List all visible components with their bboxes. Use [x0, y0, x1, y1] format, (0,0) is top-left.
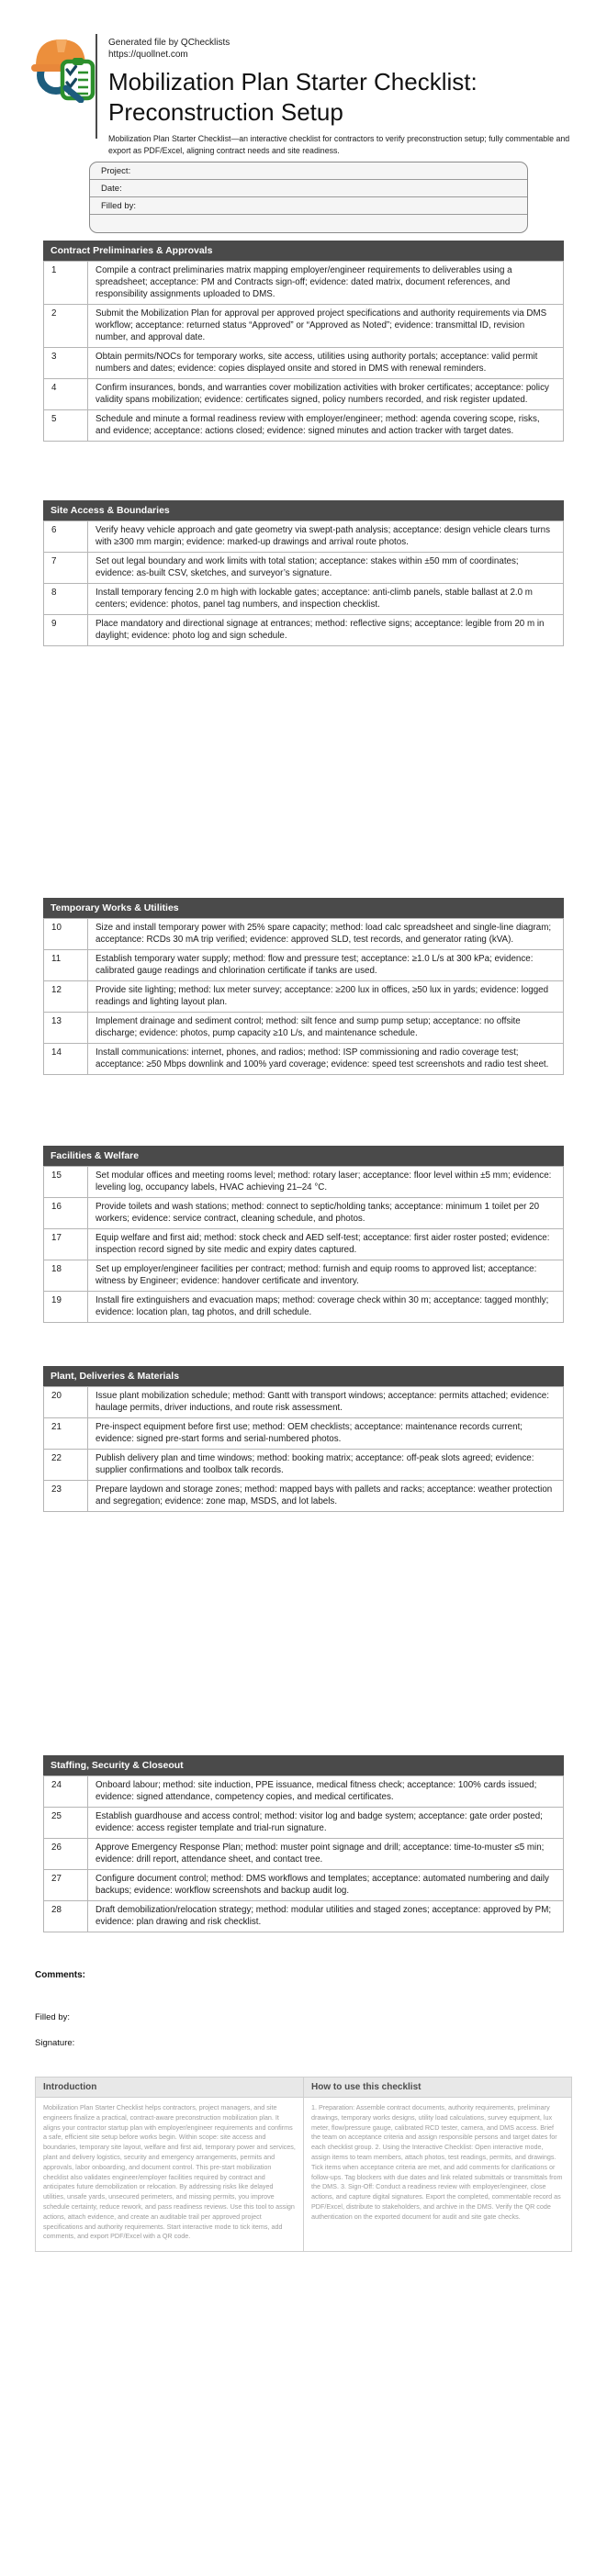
section-title: Staffing, Security & Closeout [43, 1755, 564, 1775]
row-description: Set up employer/engineer facilities per contract; method: furnish and equip rooms to approved list; acceptance: witness by Engineer; evidence: handover certificate and inventory. [88, 1260, 564, 1292]
introduction-heading: Introduction [36, 2078, 304, 2098]
row-number: 12 [44, 981, 88, 1013]
filled-by-field-label: Filled by: [101, 200, 137, 211]
qchecklists-logo-icon [26, 29, 97, 103]
row-description: Issue plant mobilization schedule; method: Gantt with transport windows; acceptance: permits attached; evidence: haulage permits, driver inductions, and route risk assessment. [88, 1387, 564, 1418]
row-number: 24 [44, 1776, 88, 1808]
row-description: Onboard labour; method: site induction, PPE issuance, medical fitness check; acceptance: 100% cards issued; evidence: signed attendance, competency copies, and medical certificates. [88, 1776, 564, 1808]
row-description: Pre-inspect equipment before first use; method: OEM checklists; acceptance: maintenance records current; evidence: signed pre-start forms and serial-numbered photos. [88, 1418, 564, 1450]
table-row [44, 584, 564, 615]
filled-by-field[interactable] [90, 197, 527, 215]
table-row [44, 1901, 564, 1932]
row-number: 25 [44, 1808, 88, 1839]
row-description: Compile a contract preliminaries matrix mapping employer/engineer requirements to deliverables using a spreadsheet; acceptance: PM and Contracts sign-off; evidence: dated matrix, document references, and responsibility assignments uploaded to DMS. [88, 262, 564, 305]
row-number: 9 [44, 615, 88, 646]
how-to-use-heading: How to use this checklist [304, 2078, 572, 2098]
row-description: Verify heavy vehicle approach and gate geometry via swept-path analysis; acceptance: design vehicle clears turns with ≥300 mm margin; evidence: marked-up drawings and arrival route photos. [88, 521, 564, 553]
row-description: Establish guardhouse and access control; method: visitor log and badge system; acceptance: gate order posted; evidence: access register template and trial-run signature. [88, 1808, 564, 1839]
row-description: Size and install temporary power with 25% spare capacity; method: load calc spreadsheet and single-line diagram; acceptance: RCDs 30 mA trip verified; evidence: approved SLD, test records, and generator rating (kVA). [88, 919, 564, 950]
row-number: 21 [44, 1418, 88, 1450]
row-number: 10 [44, 919, 88, 950]
row-description: Install communications: internet, phones, and radios; method: ISP commissioning and radio coverage test; acceptance: ≥50 Mbps downlink and 100% yard coverage; evidence: speed test screenshots and radio test sheet. [88, 1044, 564, 1075]
table-row [44, 521, 564, 553]
row-description: Prepare laydown and storage zones; method: mapped bays with pallets and racks; acceptance: weather protection and segregation; evidence: zone map, MSDS, and lot labels. [88, 1481, 564, 1512]
row-description: Obtain permits/NOCs for temporary works, site access, utilities using authority portals; acceptance: valid permit numbers and dates; evidence: copies displayed onsite and stored in DMS with renewal reminders. [88, 348, 564, 379]
section-site-access [43, 500, 564, 646]
row-number: 1 [44, 262, 88, 305]
table-row [44, 1198, 564, 1229]
row-number: 16 [44, 1198, 88, 1229]
table-row [44, 262, 564, 305]
row-description: Draft demobilization/relocation strategy; method: modular utilities and staged zones; acceptance: approved by PM; evidence: plan drawing and risk checklist. [88, 1901, 564, 1932]
row-number: 11 [44, 950, 88, 981]
table-row [44, 553, 564, 584]
row-number: 26 [44, 1839, 88, 1870]
row-description: Equip welfare and first aid; method: stock check and AED self-test; acceptance: first aider roster posted; evidence: inspection record signed by site medic and expiry dates captured. [88, 1229, 564, 1260]
row-description: Install fire extinguishers and evacuation maps; method: coverage check within 30 m; acceptance: tagged monthly; evidence: location plan, tag photos, and drill schedule. [88, 1292, 564, 1323]
row-description: Implement drainage and sediment control; method: silt fence and sump pump setup; acceptance: no offsite discharge; evidence: photos, pump capacity ≥10 L/s, and maintenance schedule. [88, 1013, 564, 1044]
row-description: Establish temporary water supply; method: flow and pressure test; acceptance: ≥1.0 L/s at 300 kPa; evidence: calibrated gauge readings and chlorination certificate if tanks are used. [88, 950, 564, 981]
table-row [44, 1450, 564, 1481]
signature-label: Signature: [35, 2038, 75, 2048]
table-row [44, 981, 564, 1013]
introduction-body: Mobilization Plan Starter Checklist helps contractors, project managers, and site engineers finalize a practical, contract-aware preconstruction mobilization plan. It aligns your contractor startup plan with employer/engineer requirements and confirms a safe, efficient site setup before works begin. Within scope: site access and boundaries, temporary site layout, welfare and first aid, temporary power and services, plant and delivery logistics, security and emergency arrangements, permits and approvals, labor onboarding, and document control. This pre-start mobilization checklist also validates engineer/employer facilities required by contract and anticipates future demobilization or relocation. By addressing risks like delayed utilities, unsafe yards, unsecured perimeters, and missing permits, you improve schedule certainty, reduce rework, and pass readiness reviews. Use this tool to assign actions, attach evidence, and create an auditable trail per approved project specifications and authority requirements. Start interactive mode to tick items, add comments, and export PDF/Excel with a QR code. [36, 2098, 304, 2252]
row-number: 22 [44, 1450, 88, 1481]
section-staffing-security [43, 1755, 564, 1932]
row-number: 18 [44, 1260, 88, 1292]
comments-label: Comments: [35, 1970, 86, 1980]
table-row [44, 1167, 564, 1198]
page-description: Mobilization Plan Starter Checklist—an interactive checklist for contractors to verify preconstruction setup; fully commentable and export as PDF/Excel, aligning contract needs and site readiness. [108, 134, 570, 155]
table-row [44, 1839, 564, 1870]
date-field[interactable] [90, 180, 527, 197]
header-divider [96, 34, 97, 139]
row-number: 27 [44, 1870, 88, 1901]
table-row [44, 1808, 564, 1839]
row-description: Submit the Mobilization Plan for approval per approved project specifications and authority requirements via DMS workflow; acceptance: returned status “Approved” or “Approved as Noted”; evidence: transmittal ID, revision number, and approval date. [88, 305, 564, 348]
row-number: 14 [44, 1044, 88, 1075]
table-row [44, 348, 564, 379]
row-number: 17 [44, 1229, 88, 1260]
table-row [44, 1870, 564, 1901]
table-row [44, 1260, 564, 1292]
section-contract-preliminaries [43, 241, 564, 442]
date-field-label: Date: [101, 183, 122, 194]
row-number: 7 [44, 553, 88, 584]
row-number: 13 [44, 1013, 88, 1044]
row-number: 2 [44, 305, 88, 348]
section-title: Contract Preliminaries & Approvals [43, 241, 564, 261]
empty-field[interactable] [90, 215, 527, 232]
row-number: 3 [44, 348, 88, 379]
row-description: Publish delivery plan and time windows; method: booking matrix; acceptance: off-peak slots agreed; evidence: supplier confirmations and toolbox talk records. [88, 1450, 564, 1481]
row-number: 23 [44, 1481, 88, 1512]
table-row [44, 410, 564, 442]
table-row [44, 950, 564, 981]
row-number: 28 [44, 1901, 88, 1932]
table-row [44, 615, 564, 646]
how-to-use-body: 1. Preparation: Assemble contract documents, authority requirements, preliminary drawings, temporary works designs, utility load calculations, survey equipment, lux meter, flow/pressure gauge, calibrated RCD tester, camera, and DMS access. Brief the team on acceptance criteria and assign responsible persons and target dates for each checklist group. 2. Using the Interactive Checklist: Open interactive mode, assign items to team members, attach photos, test readings, permits, and drawings. Tick items when acceptance criteria are met, and add comments for clarifications or follow-ups. Tag blockers with due dates and link related submittals or transmittals from the DMS. 3. Sign-Off: Conduct a readiness review with employer/engineer, close actions, and capture digital signatures. Export the completed, commentable record as PDF/Excel, distribute to stakeholders, and archive in the DMS. Verify the QR code authentication on the exported document for audit and site gate checks. [304, 2098, 572, 2252]
table-row [44, 1481, 564, 1512]
project-meta-box [89, 162, 528, 233]
table-row [44, 1387, 564, 1418]
row-description: Configure document control; method: DMS workflows and templates; acceptance: automated numbering and daily backups; evidence: workflow screenshots and backup audit log. [88, 1870, 564, 1901]
section-title: Plant, Deliveries & Materials [43, 1366, 564, 1386]
row-description: Provide site lighting; method: lux meter survey; acceptance: ≥200 lux in offices, ≥50 lux in yards; evidence: logged readings and lighting layout plan. [88, 981, 564, 1013]
section-temporary-works [43, 898, 564, 1075]
table-row [44, 1229, 564, 1260]
section-facilities-welfare [43, 1146, 564, 1323]
table-row [44, 305, 564, 348]
row-description: Approve Emergency Response Plan; method: muster point signage and drill; acceptance: time-to-muster ≤5 min; evidence: drill report, attendance sheet, and contact tree. [88, 1839, 564, 1870]
row-number: 6 [44, 521, 88, 553]
row-number: 20 [44, 1387, 88, 1418]
table-row [44, 1418, 564, 1450]
info-table [35, 2077, 572, 2252]
section-plant-deliveries [43, 1366, 564, 1512]
table-row [44, 1013, 564, 1044]
row-number: 15 [44, 1167, 88, 1198]
section-title: Site Access & Boundaries [43, 500, 564, 521]
row-description: Provide toilets and wash stations; method: connect to septic/holding tanks; acceptance: minimum 1 toilet per 20 workers; evidence: service contract, cleaning schedule, and photos. [88, 1198, 564, 1229]
project-field-label: Project: [101, 165, 131, 176]
row-description: Install temporary fencing 2.0 m high with lockable gates; acceptance: anti-climb panels, stable ballast at 2.0 m centers; evidence: photos, panel tag numbers, and inspection checklist. [88, 584, 564, 615]
table-row [44, 1044, 564, 1075]
project-field[interactable] [90, 162, 527, 180]
section-title: Facilities & Welfare [43, 1146, 564, 1166]
row-description: Schedule and minute a formal readiness review with employer/engineer; method: agenda covering scope, risks, and evidence; acceptance: actions closed; evidence: signed minutes and action tracker with target dates. [88, 410, 564, 442]
row-description: Set modular offices and meeting rooms level; method: rotary laser; acceptance: floor level within ±5 mm; evidence: leveling log, occupancy labels, HVAC achieving 21–24 °C. [88, 1167, 564, 1198]
table-row [44, 1776, 564, 1808]
row-description: Place mandatory and directional signage at entrances; method: reflective signs; acceptance: legible from 20 m in daylight; evidence: photo log and sign schedule. [88, 615, 564, 646]
table-row [44, 919, 564, 950]
row-description: Confirm insurances, bonds, and warranties cover mobilization activities with broker certificates; acceptance: policy validity spans mobilization; evidence: certificates signed, policy numbers recorded, and risk register updated. [88, 379, 564, 410]
table-row [44, 1292, 564, 1323]
row-number: 19 [44, 1292, 88, 1323]
row-number: 5 [44, 410, 88, 442]
row-description: Set out legal boundary and work limits with total station; acceptance: stakes within ±50 mm of coordinates; evidence: as-built CSV, sketches, and surveyor’s signature. [88, 553, 564, 584]
row-number: 4 [44, 379, 88, 410]
filled-by-label: Filled by: [35, 2012, 71, 2022]
site-url-link[interactable]: https://quollnet.com [108, 50, 188, 60]
page-title: Mobilization Plan Starter Checklist: Preconstruction Setup [108, 68, 478, 126]
section-title: Temporary Works & Utilities [43, 898, 564, 918]
generated-by-text: Generated file by QChecklists [108, 38, 230, 48]
table-row [44, 379, 564, 410]
row-number: 8 [44, 584, 88, 615]
